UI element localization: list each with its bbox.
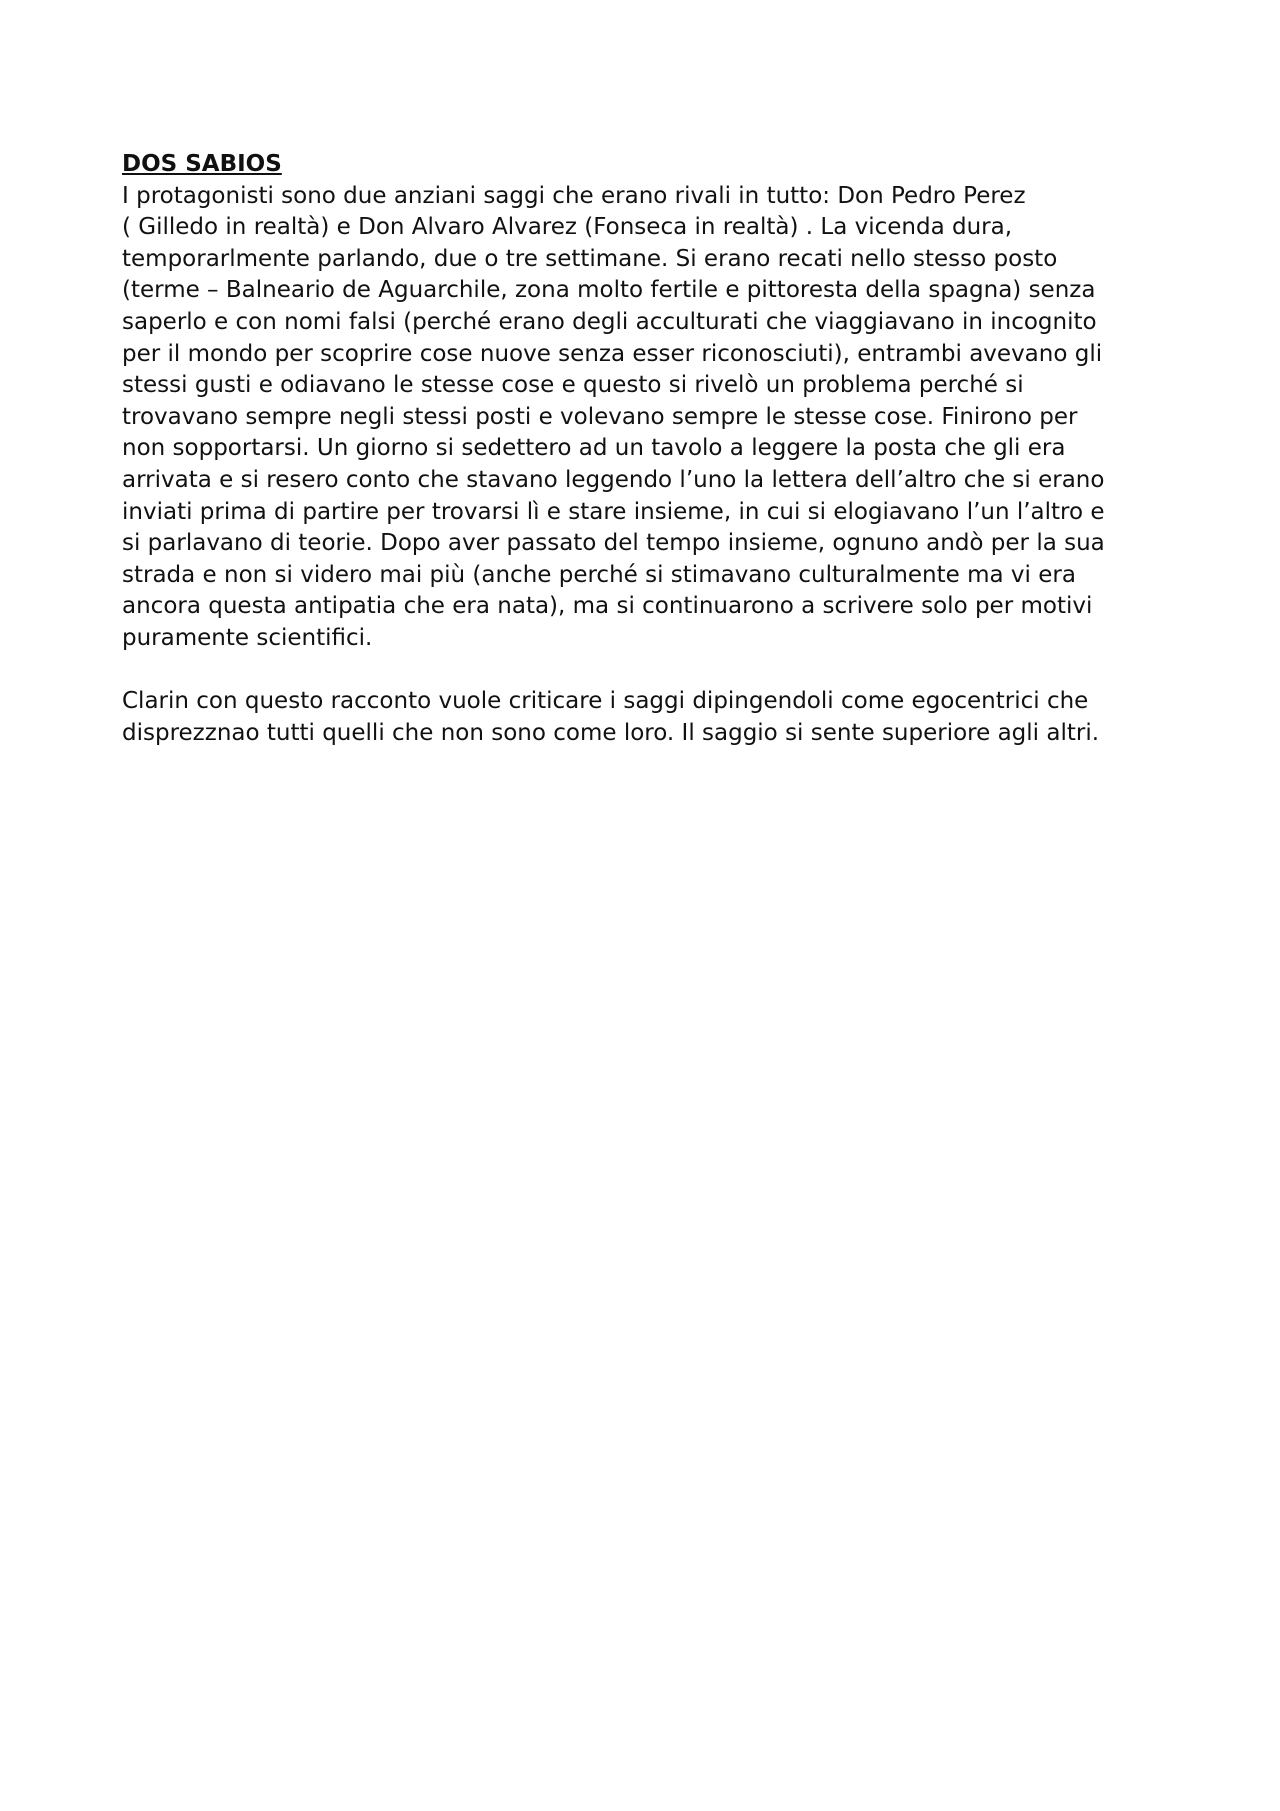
paragraph-line: Clarin con questo racconto vuole criticare i saggi dipingendoli come egocentrici che <box>122 688 1089 715</box>
paragraph-line: I protagonisti sono due anziani saggi che erano rivali in tutto: Don Pedro Perez <box>122 182 1026 209</box>
paragraph-line: saperlo e con nomi falsi (perché erano degli acculturati che viaggiavano in incognito <box>122 308 1097 335</box>
paragraph-line: per il mondo per scoprire cose nuove senza esser riconosciuti), entrambi avevano gli <box>122 340 1103 367</box>
paragraph-line: ( Gilledo in realtà) e Don Alvaro Alvarez (Fonseca in realtà) . La vicenda dura, <box>122 214 1013 241</box>
document-title: DOS SABIOS <box>122 151 282 177</box>
paragraph-line: temporarlmente parlando, due o tre settimane. Si erano recati nello stesso posto <box>122 245 1058 272</box>
paragraph-line: (terme – Balneario de Aguarchile, zona molto fertile e pittoresta della spagna) senza <box>122 277 1096 304</box>
paragraph-line: ancora questa antipatia che era nata), ma si continuarono a scrivere solo per motivi <box>122 593 1093 620</box>
paragraph-line: si parlavano di teorie. Dopo aver passato del tempo insieme, ognuno andò per la sua <box>122 530 1105 557</box>
paragraph-line: stessi gusti e odiavano le stesse cose e questo si rivelò un problema perché si <box>122 372 1024 399</box>
paragraph-line: disprezznao tutti quelli che non sono come loro. Il saggio si sente superiore agli altri. <box>122 719 1100 746</box>
paragraph-1 <box>122 181 1162 655</box>
paragraph-line: strada e non si videro mai più (anche perché si stimavano culturalmente ma vi era <box>122 561 1076 588</box>
paragraph-line: inviati prima di partire per trovarsi lì e stare insieme, in cui si elogiavano l’un l’altro e <box>122 498 1105 525</box>
document-body <box>122 149 1162 749</box>
paragraph-line: puramente scientifici. <box>122 624 373 651</box>
paragraph-line: arrivata e si resero conto che stavano leggendo l’uno la lettera dell’altro che si erano <box>122 466 1105 493</box>
paragraph-line: trovavano sempre negli stessi posti e volevano sempre le stesse cose. Finirono per <box>122 403 1078 430</box>
paragraph-line: non sopportarsi. Un giorno si sedettero ad un tavolo a leggere la posta che gli era <box>122 435 1066 462</box>
paragraph-spacer <box>122 655 1162 687</box>
paragraph-2 <box>122 686 1162 749</box>
